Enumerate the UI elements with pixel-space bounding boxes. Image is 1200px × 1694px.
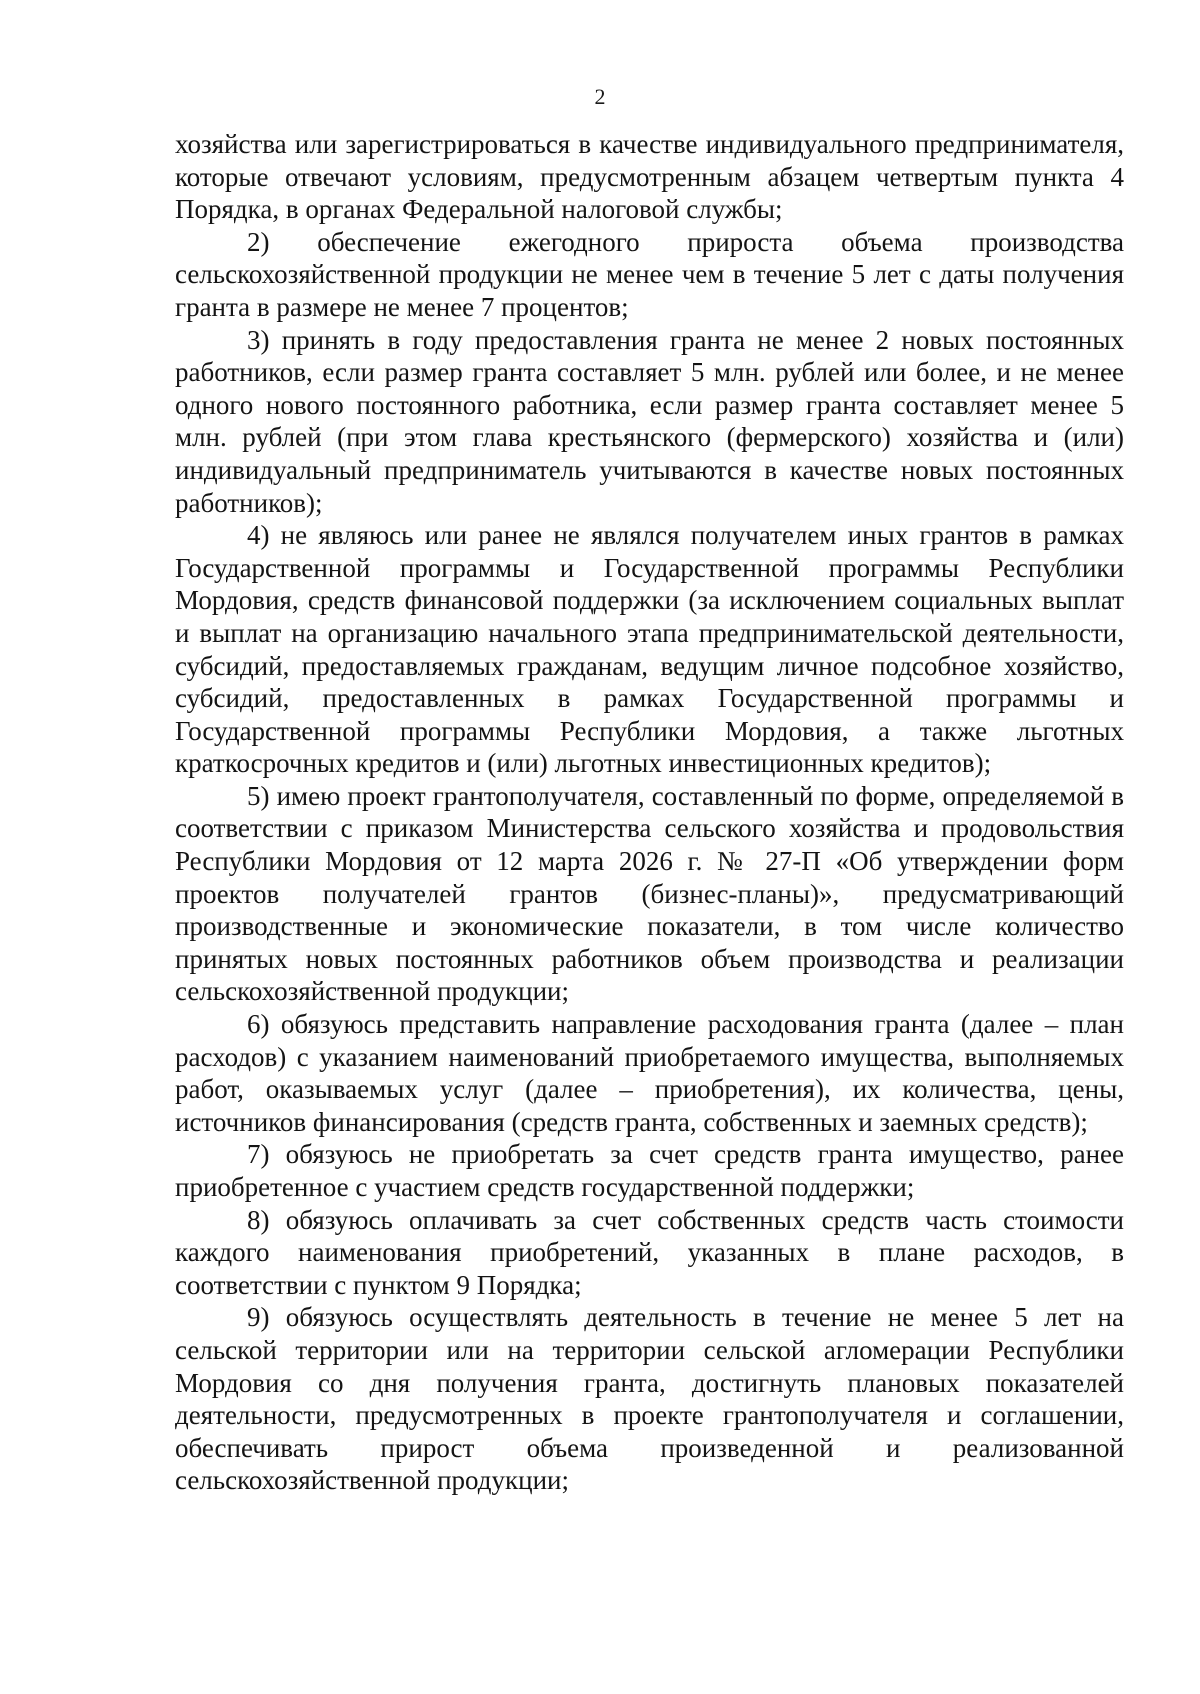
paragraph: 9) обязуюсь осуществлять деятельность в течение не менее 5 лет на сельской территории или на территории сельской агломерации Республики Мордовия со дня получения гранта, достигнуть плановых показателей деятельности, предусмотренных в проекте грантополучателя и соглашении, обеспечивать прирост объема произведенной и реализованной сельскохозяйственной продукции; [175,1302,1124,1496]
paragraph: 2) обеспечение ежегодного прироста объема производства сельскохозяйственной продукции не менее чем в течение 5 лет с даты получения гранта в размере не менее 7 процентов; [175,226,1124,322]
paragraph: 7) обязуюсь не приобретать за счет средств гранта имущество, ранее приобретенное с участием средств государственной поддержки; [175,1139,1124,1202]
paragraph: хозяйства или зарегистрироваться в качестве индивидуального предпринимателя, которые отвечают условиям, предусмотренным абзацем четвертым пункта 4 Порядка, в органах Федеральной налоговой службы; [175,129,1124,225]
paragraph: 8) обязуюсь оплачивать за счет собственных средств часть стоимости каждого наименования приобретений, указанных в плане расходов, в соответствии с пунктом 9 Порядка; [175,1204,1124,1300]
paragraph: 6) обязуюсь представить направление расходования гранта (далее – план расходов) с указанием наименований приобретаемого имущества, выполняемых работ, оказываемых услуг (далее – приобретения), их количества, цены, источников финансирования (средств гранта, собственных и заемных средств); [175,1009,1124,1137]
document-body [175,128,1124,1497]
paragraph: 4) не являюсь или ранее не являлся получателем иных грантов в рамках Государственной программы и Государственной программы Республики Мордовия, средств финансовой поддержки (за исключением социальных выплат и выплат на организацию начального этапа предпринимательской деятельности, субсидий, предоставляемых гражданам, ведущим личное подсобное хозяйство, субсидий, предоставленных в рамках Государственной программы и Государственной программы Республики Мордовия, а также льготных краткосрочных кредитов и (или) льготных инвестиционных кредитов); [175,520,1124,779]
page-number: 2 [594,84,606,109]
paragraph: 3) принять в году предоставления гранта не менее 2 новых постоянных работников, если размер гранта составляет 5 млн. рублей или более, и не менее одного нового постоянного работника, если размер гранта составляет менее 5 млн. рублей (при этом глава крестьянского (фермерского) хозяйства и (или) индивидуальный предприниматель учитываются в качестве новых постоянных работников); [175,324,1124,518]
paragraph: 5) имею проект грантополучателя, составленный по форме, определяемой в соответствии с приказом Министерства сельского хозяйства и продовольствия Республики Мордовия от 12 марта 2026 г. № 27-П «Об утверждении форм проектов получателей грантов (бизнес-планы)», предусматривающий производственные и экономические показатели, в том числе количество принятых новых постоянных работников объем производства и реализации сельскохозяйственной продукции; [175,780,1124,1007]
